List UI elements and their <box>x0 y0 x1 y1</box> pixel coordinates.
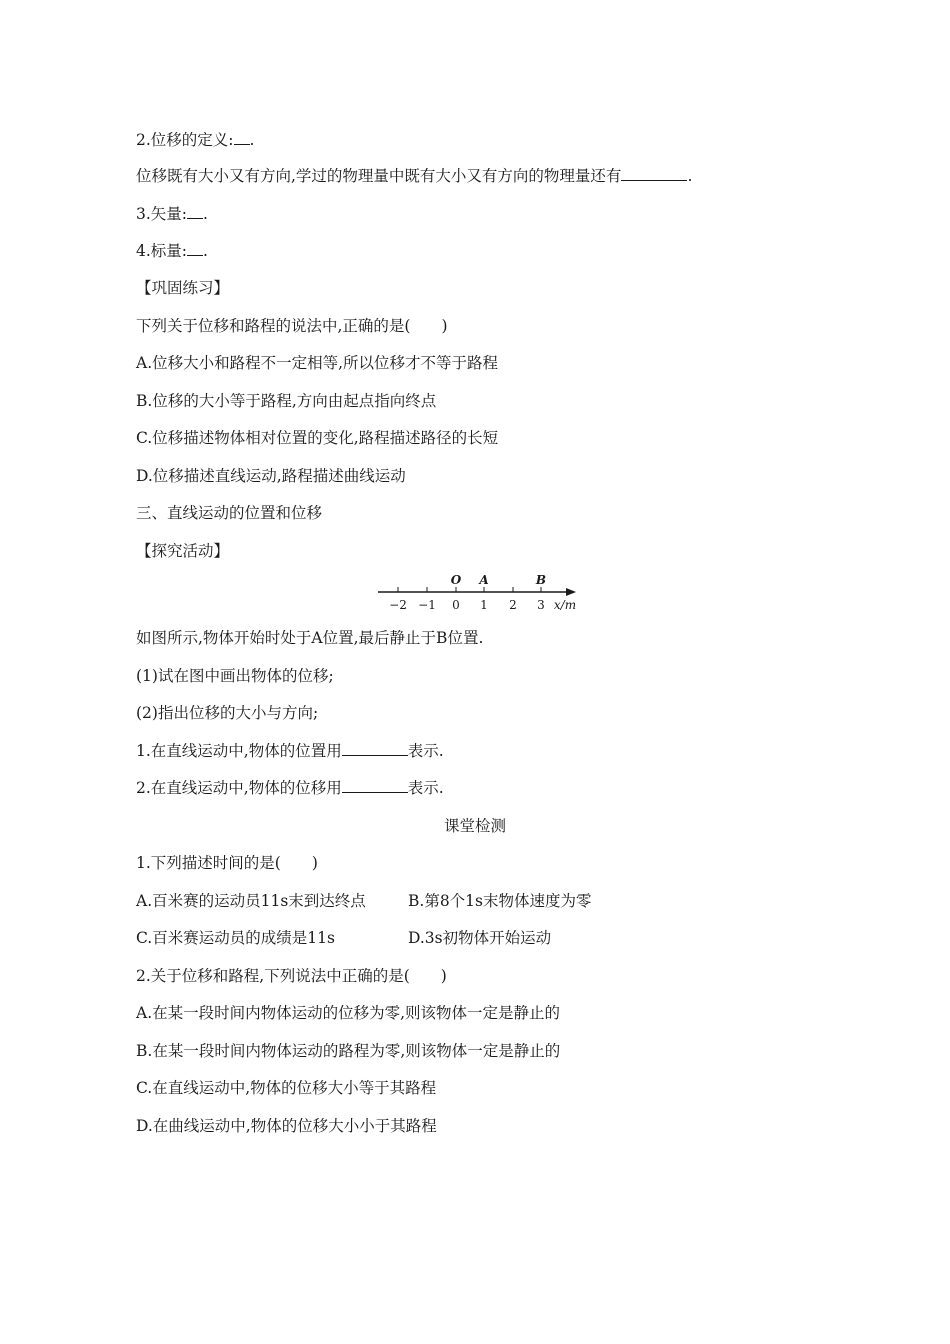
heading-classroom-check: 课堂检测 <box>443 817 506 835</box>
section-label-activity: 【探究活动】 <box>136 542 230 560</box>
blank[interactable] <box>621 166 687 181</box>
q1-option-b[interactable]: B.第8个1s末物体速度为零 <box>408 892 592 910</box>
blank[interactable] <box>187 241 203 256</box>
task-2: (2)指出位移的大小与方向; <box>136 704 319 722</box>
point-label-o: O <box>450 573 462 587</box>
section-label-practice: 【巩固练习】 <box>136 279 230 297</box>
q1-option-d[interactable]: D.3s初物体开始运动 <box>408 929 552 947</box>
tick-label: −2 <box>389 598 407 612</box>
axis-arrow-icon <box>566 588 576 596</box>
blank[interactable] <box>342 741 408 756</box>
blank[interactable] <box>234 130 250 145</box>
option-b[interactable]: B.位移的大小等于路程,方向由起点指向终点 <box>136 392 437 410</box>
definition-vector: 3.矢量: . <box>136 205 208 223</box>
section-heading: 三、直线运动的位置和位移 <box>136 504 323 522</box>
displacement-question: 2.在直线运动中,物体的位移用 表示. <box>136 779 444 797</box>
tick-label: 1 <box>480 598 488 612</box>
figure-description: 如图所示,物体开始时处于A位置,最后静止于B位置. <box>136 629 484 647</box>
point-label-b: B <box>535 573 547 587</box>
q1-option-a[interactable]: A.百米赛的运动员11s末到达终点 <box>136 892 366 910</box>
tick-label: −1 <box>418 598 436 612</box>
q1-option-c[interactable]: C.百米赛运动员的成绩是11s <box>136 929 335 947</box>
practice-question: 下列关于位移和路程的说法中,正确的是( ) <box>136 317 448 335</box>
question-2: 2.关于位移和路程,下列说法中正确的是( ) <box>136 967 447 985</box>
position-question: 1.在直线运动中,物体的位置用 表示. <box>136 742 444 760</box>
tick-label: 3 <box>537 598 545 612</box>
q2-option-d[interactable]: D.在曲线运动中,物体的位移大小小于其路程 <box>136 1117 437 1135</box>
tick-label: 2 <box>509 598 517 612</box>
q2-option-c[interactable]: C.在直线运动中,物体的位移大小等于其路程 <box>136 1079 437 1097</box>
definition-scalar: 4.标量: . <box>136 242 208 260</box>
blank[interactable] <box>187 204 203 219</box>
axis-unit-label: x/m <box>553 598 577 612</box>
option-a[interactable]: A.位移大小和路程不一定相等,所以位移才不等于路程 <box>136 354 499 372</box>
q2-option-a[interactable]: A.在某一段时间内物体运动的位移为零,则该物体一定是静止的 <box>136 1004 561 1022</box>
option-c[interactable]: C.位移描述物体相对位置的变化,路程描述路径的长短 <box>136 429 499 447</box>
point-label-a: A <box>479 573 489 587</box>
number-line-figure <box>372 571 582 613</box>
question-1: 1.下列描述时间的是( ) <box>136 854 318 872</box>
definition-displacement: 2.位移的定义: . <box>136 131 255 149</box>
tick-label: 0 <box>452 598 460 612</box>
q2-option-b[interactable]: B.在某一段时间内物体运动的路程为零,则该物体一定是静止的 <box>136 1042 561 1060</box>
blank[interactable] <box>342 778 408 793</box>
option-d[interactable]: D.位移描述直线运动,路程描述曲线运动 <box>136 467 406 485</box>
task-1: (1)试在图中画出物体的位移; <box>136 667 334 685</box>
vector-quantity-question: 位移既有大小又有方向,学过的物理量中既有大小又有方向的物理量还有 . <box>136 167 693 185</box>
